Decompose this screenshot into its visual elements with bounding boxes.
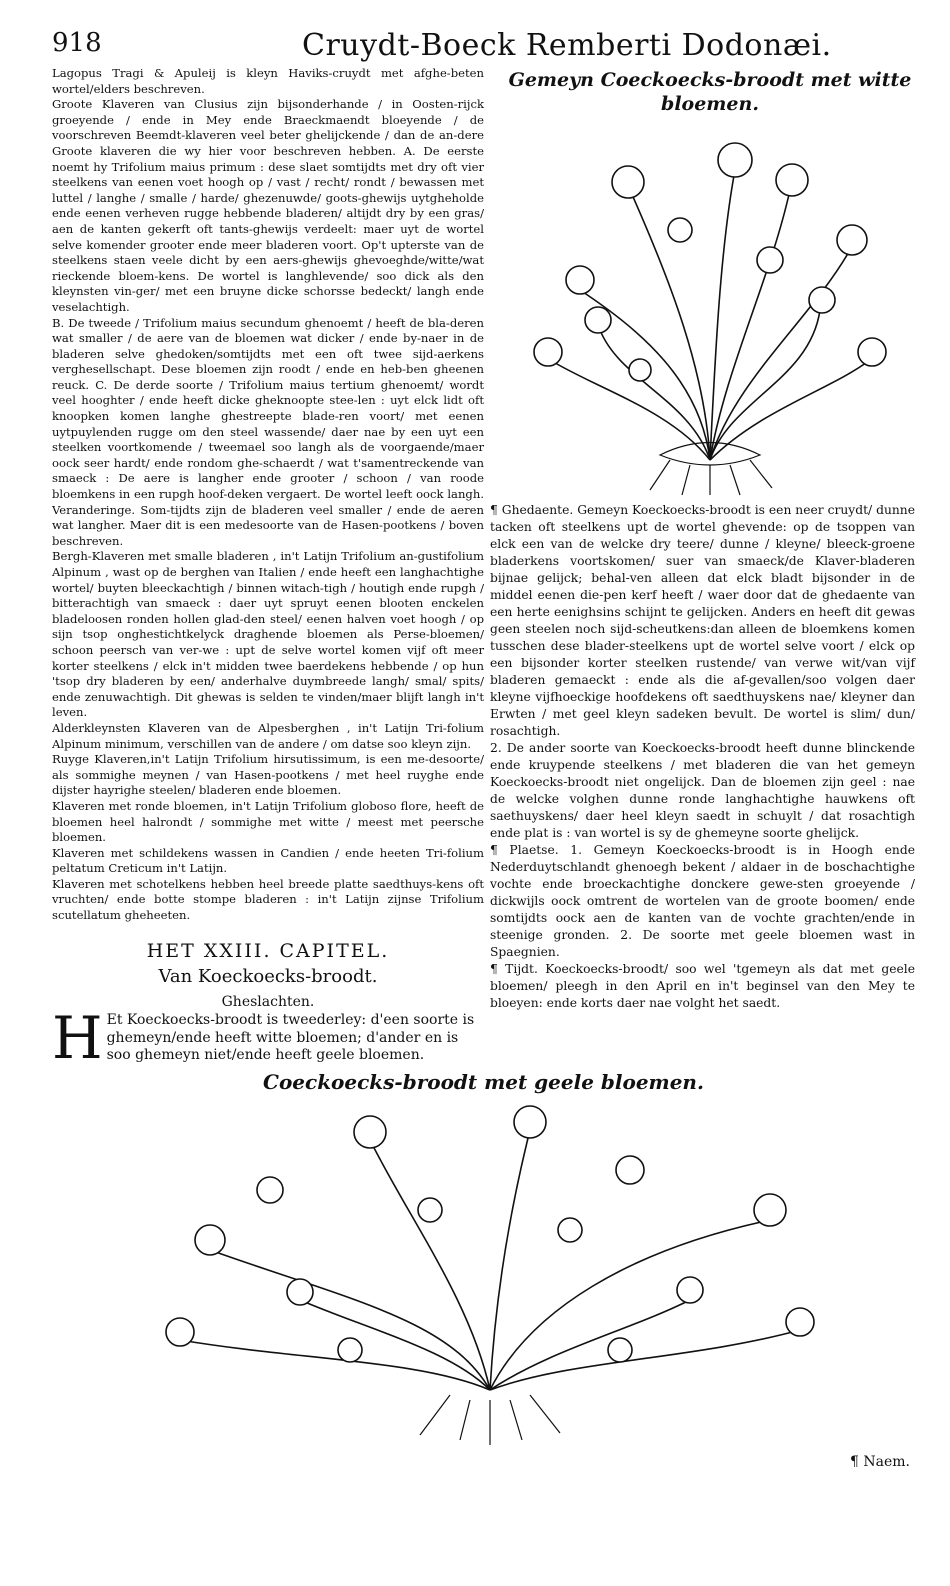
running-title: Cruydt-Boeck Remberti Dodonæi. [302, 28, 832, 63]
right-column [490, 502, 915, 1012]
page-header [52, 28, 910, 68]
paragraph: ¶ Ghedaente. Gemeyn Koeckoecks-broodt is een neer cruydt/ dunne tacken oft steelkens upt de wortel ghevende: op de tsoppen van elck een van de welcke dry teere/ dunne / kleyne/ bleeck-groene bladerkens voortskomen/ suer van smaeck/de Klaver-bladeren bijnae gelijck; behal-ven alleen dat elck bladt bijsonder in de middel eenen die-pen kerf heeft / waer door dat de ghedaente van een herte eenighsins schijnt te gelijcken. Anders en heeft dit gewas geen steelen noch sijd-scheutkens:dan alleen de bloemkens komen tusschen dese blader-steelkens upt de wortel selve voort / elck op een bijsonder korter steelken rustende/ van verwe wit/van vijf bladeren gemaeckt : ende als die af-gevallen/soo volgen daer kleyne vijfhoeckige hoofdekens oft saedthuyskens nae/ kleyner dan Erwten / met geel kleyn sadeken bevult. De wortel is slim/ dun/ rosachtigh. [490, 503, 915, 738]
chapter-intro [52, 1004, 484, 1072]
paragraph: 2. De ander soorte van Koeckoecks-broodt heeft dunne blinckende ende kruypende steelkens / met bladeren die van het gemeyn Koeckoecks-broodt niet ongelijck. Dan de bloemen zijn geel : nae de welcke volghen dunne ronde langhachtighe hauwkens oft saethuyskens/ daer heel kleyn saedt in schuylt / dat rosachtigh ende plat is : van wortel is sy de ghemeyne soorte ghelijck. [490, 741, 915, 840]
chapter-title: HET XXIII. CAPITEL. [146, 940, 390, 962]
section-heading: Gheslachten. [221, 994, 315, 1010]
woodcut-yellow-sorrel [150, 1100, 830, 1450]
page-number: 918 [52, 28, 102, 58]
paragraph: Klaveren met ronde bloemen, in't Latijn Trifolium globoso flore, heeft de bloemen heel halrondt / sommighe met witte / meest met peersche bloemen. [52, 798, 484, 845]
paragraph: Ruyge Klaveren,in't Latijn Trifolium hirsutissimum, is een me-desoorte/ als sommighe meynen / van Hasen-pootkens / met heel ruyghe ende dijster hayrighe steelen/ bladeren ende bloemen. [52, 752, 484, 798]
paragraph: ¶ Plaetse. 1. Gemeyn Koeckoecks-broodt is in Hoogh ende Nederduytschlandt ghenoegh bekent / aldaer in de boschachtighe vochte ende broeckachtighe donckere gewe-sten groeyende / dickwijls oock omtrent de wortelen van de groote boomen/ ende somtijdts oock aen de kanten van de vochte grachten/ende in steenige gronden. 2. De soorte met geele bloemen wast in Spaegnien. [490, 843, 915, 959]
figure-top-caption: Gemeyn Coeckoecks-broodt met witte bloemen. [508, 69, 912, 115]
chapter-subtitle: Van Koeckoecks-broodt. [158, 966, 378, 987]
paragraph: Groote Klaveren van Clusius zijn bijsonderhande / in Oosten-rijck groeyende / ende in Mey ende Braeckmaendt bloeyende / de voorschreven Beemdt-klaveren veel beter ghelijckende / dan de an-dere Groote klaveren die wy hier voor beschreven hebben. A. De eerste noemt hy Trifolium maius primum : dese slaet somtijdts met dry oft vier steelkens van eenen voet hoogh op / vast / recht/ rondt / bewassen met luttel / langhe / smalle / harde/ ghezenuwde/ goots-ghewijs uytgheholde ende eenen verheven rugge hebbende bladeren/ altijdt dry by een gras/ aen de kanten gekerft oft tants-ghewijs verdeelt: maer uyt de wortel selve komender grooter ende meer bladeren voort. Op't upterste van de steelkens staen veele dicht by een aers-ghewijs ghevoeghde/witte/wat rieckende bloem-kens. De wortel is langhlevende/ soo dick als den kleynsten vin-ger/ met een bruyne dicke schorsse bedeckt/ langh ende veselachtigh. [52, 97, 484, 314]
drop-capital: H [52, 1004, 103, 1072]
paragraph: Klaveren met schotelkens hebben heel breede platte saedthuys-kens oft vruchten/ ende botte stompe bladeren : in't Latijn zijnse Trifolium scutellatum gheheeten. [52, 876, 484, 923]
paragraph: B. De tweede / Trifolium maius secundum ghenoemt / heeft de bla-deren wat smaller / de aere van de bloemen wat dicker / ende by-naer in de bladeren selve ghedoken/somtijdts met een oft twee sijd-aerkens verghesellschapt. Dese bloemen zijn roodt / ende en heb-ben gheenen reuck. C. De derde soorte / Trifolium maius tertium ghenoemt/ wordt veel hooghter / ende heeft dicke gheknoopte stee-len : uyt elck lidt oft knoopken komen langhe ghestreepte blade-ren voort/ met eenen uytpuylenden rugge om den steel wassende/ daer nae by een uyt een steelken voortkomende / tweemael soo langh als de voorgaende/maer oock seer hardt/ ende rondom ghe-schaerdt / wat t'samentreckende van smaeck : De aere is langher ende grooter / schoon / van roode bloemkens in een rupgh hoof-deken vergaert. De wortel leeft oock langh. Veranderinge. Som-tijdts zijn de bladeren veel smaller / ende de aeren wat langher. Maer dit is een medesoorte van de Hasen-pootkens / boven beschreven. [52, 315, 484, 548]
chapter-intro-text: Et Koeckoecks-broodt is tweederley: d'een soorte is ghemeyn/ende heeft witte bloemen; d'ander en is soo ghemeyn niet/ende heeft geele bloemen. [106, 1012, 475, 1063]
paragraph: ¶ Tijdt. Koeckoecks-broodt/ soo wel 'tgemeyn als dat met geele bloemen/ pleegh in den April en in't beginsel van den Mey te bloeyen: ende korts daer nae volght het saedt. [490, 962, 915, 1010]
woodcut-white-sorrel [520, 130, 900, 500]
paragraph: Lagopus Tragi & Apuleij is kleyn Haviks-cruydt met afghe-beten wortel/elders beschreven. [52, 66, 484, 96]
figure-bottom-caption: Coeckoecks-broodt met geele bloemen. [263, 1070, 704, 1094]
paragraph: Alderkleynsten Klaveren van de Alpesberghen , in't Latijn Tri-folium Alpinum minimum, verschillen van de andere / om datse soo kleyn zijn. [52, 720, 484, 751]
paragraph: Bergh-Klaveren met smalle bladeren , in't Latijn Trifolium an-gustifolium Alpinum , wast op de berghen van Italien / ende heeft een langhachtighe wortel/ buyten bleeckachtigh / binnen witach-tigh / houtigh ende rupgh / bitterachtigh van smaeck : daer uyt spruyt eenen blooten enckelen bladeloosen ronden hollen glad-den steel/ eenen halven voet hoogh / op sijn tsop onghestichtkelyck draghende bloemen als Perse-bloemen/ schoon peersch van ver-we : upt de selve wortel komen vijf oft meer korter steelkens / elck in't midden twee baerdekens hebbende / op hun 'tsop dry bladeren by een/ anderhalve duymbreede langh/ smal/ spits/ ende zenuwachtigh. Dit ghewas is selden te vinden/maer blijft langh in't leven. [52, 549, 484, 720]
paragraph: Klaveren met schildekens wassen in Candien / ende heeten Tri-folium peltatum Creticum in't Latijn. [52, 845, 484, 876]
catchword: ¶ Naem. [850, 1454, 910, 1470]
left-column [52, 66, 484, 924]
